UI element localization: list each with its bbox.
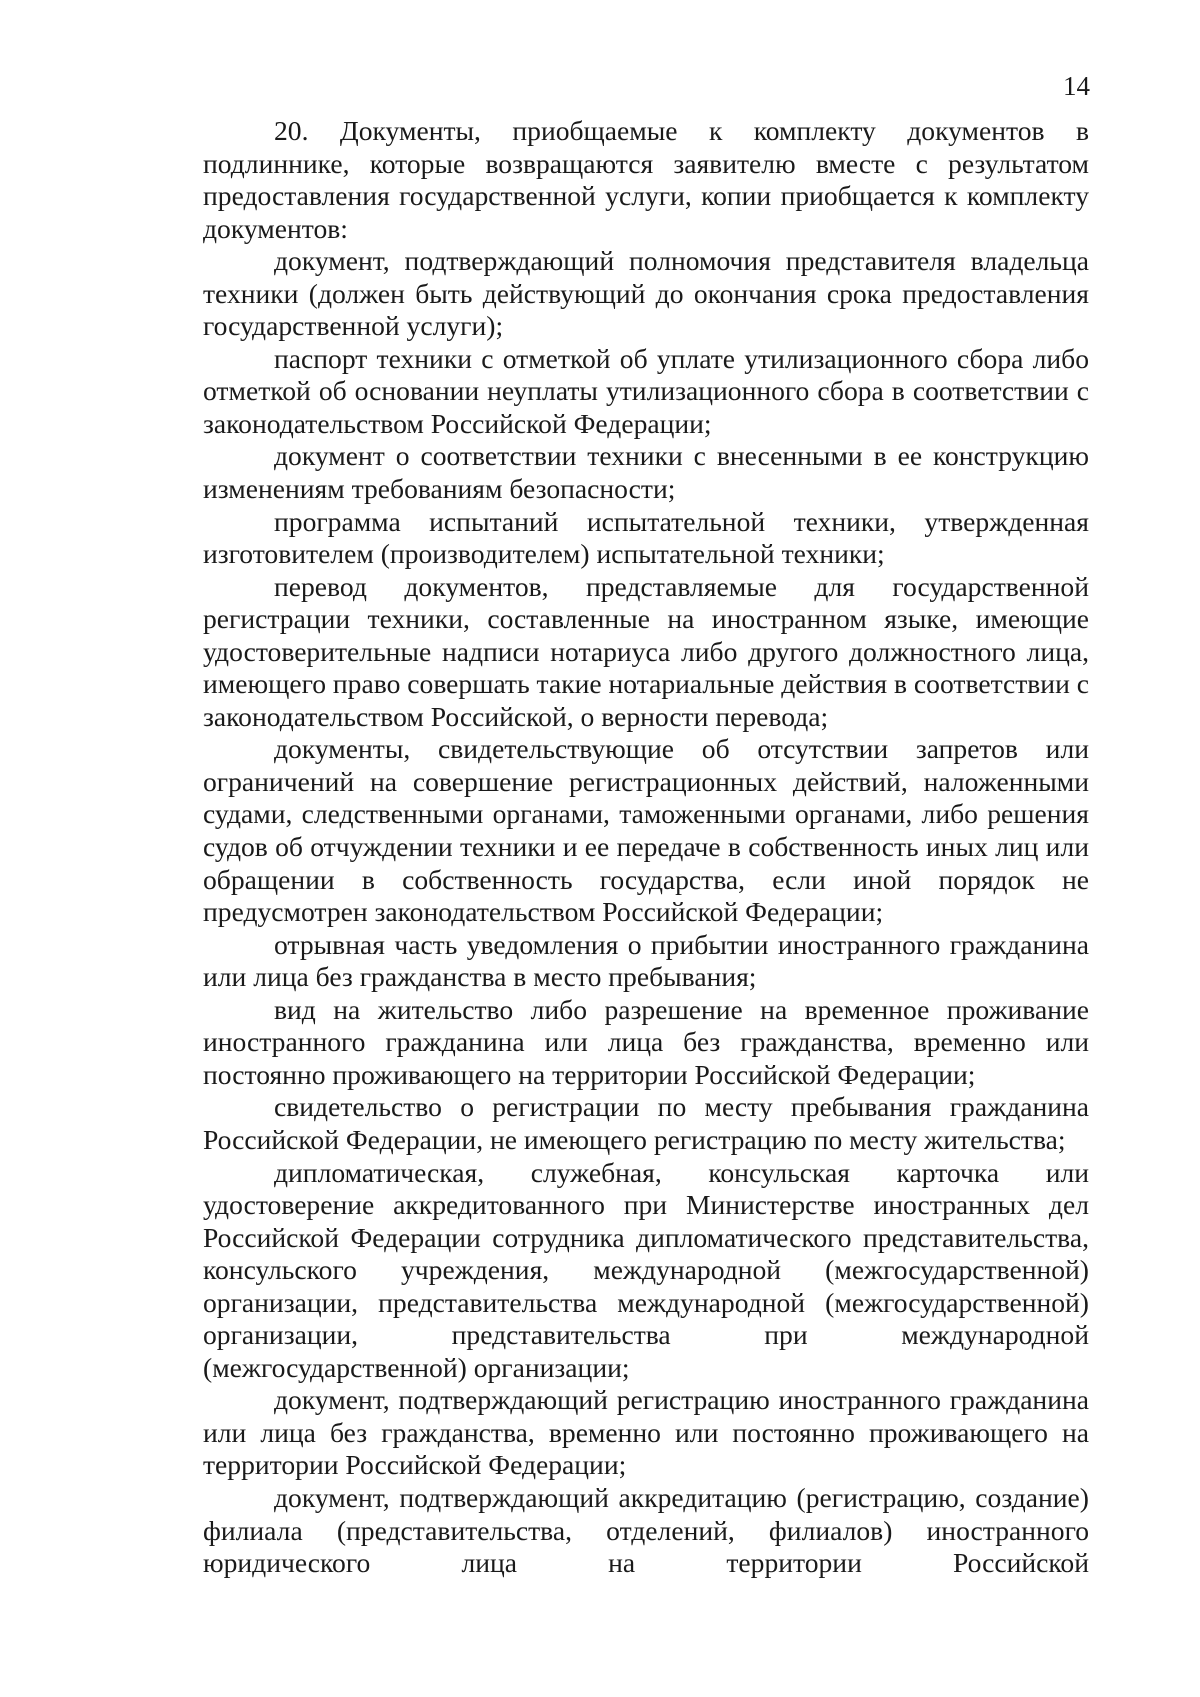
page-number: 14 [1063, 71, 1090, 101]
paragraph-stay-registration: свидетельство о регистрации по месту пребывания гражданина Российской Федерации, не имеющего регистрацию по месту жительства; [203, 1091, 1089, 1155]
paragraph-authority-document: документ, подтверждающий полномочия представителя владельца техники (должен быть действующий до окончания срока предоставления государственной услуги); [203, 245, 1089, 342]
paragraph-test-program: программа испытаний испытательной техники, утвержденная изготовителем (производителем) испытательной техники; [203, 505, 1089, 570]
paragraph-item-20: 20. Документы, приобщаемые к комплекту документов в подлиннике, которые возвращаются заявителю вместе с результатом предоставления государственной услуги, копии приобщается к комплекту документов: [203, 115, 1089, 244]
paragraph-conformity-document: документ о соответствии техники с внесенными в ее конструкцию изменениям требованиям безопасности; [203, 440, 1089, 505]
paragraph-no-restrictions: документы, свидетельствующие об отсутствии запретов или ограничений на совершение регистрационных действий, наложенными судами, следственными органами, таможенными органами, либо решения судов об отчуждении техники и ее передаче в собственность иных лиц или обращении в собственность государства, если иной порядок не предусмотрен законодательством Российской Федерации; [203, 733, 1089, 928]
paragraph-foreigner-registration: документ, подтверждающий регистрацию иностранного гражданина или лица без гражданства, временно или постоянно проживающего на территории Российской Федерации; [203, 1384, 1089, 1481]
paragraph-diplomatic-card: дипломатическая, служебная, консульская карточка или удостоверение аккредитованного при Министерстве иностранных дел Российской Федерации сотрудника дипломатического представительства, консульского учреждения, международной (межгосударственной) организации, представительства международной (межгосударственной) организации, представительства при международной (межгосударственной) организации; [203, 1156, 1089, 1383]
paragraph-translation: перевод документов, представляемые для государственной регистрации техники, составленные на иностранном языке, имеющие удостоверительные надписи нотариуса либо другого должностного лица, имеющего право совершать такие нотариальные действия в соответствии с законодательством Российской, о верности перевода; [203, 570, 1089, 732]
paragraph-arrival-notice: отрывная часть уведомления о прибытии иностранного гражданина или лица без гражданства в место пребывания; [203, 928, 1089, 993]
paragraph-vehicle-passport: паспорт техники с отметкой об уплате утилизационного сбора либо отметкой об основании неуплаты утилизационного сбора в соответствии с законодательством Российской Федерации; [203, 342, 1089, 439]
paragraph-branch-accreditation: документ, подтверждающий аккредитацию (регистрацию, создание) филиала (представительства, отделений, филиалов) иностранного юридического лица на территории Российской [203, 1481, 1089, 1579]
document-body [203, 115, 1089, 1580]
paragraph-residence-permit: вид на жительство либо разрешение на временное проживание иностранного гражданина или лица без гражданства, временно или постоянно проживающего на территории Российской Федерации; [203, 993, 1089, 1090]
